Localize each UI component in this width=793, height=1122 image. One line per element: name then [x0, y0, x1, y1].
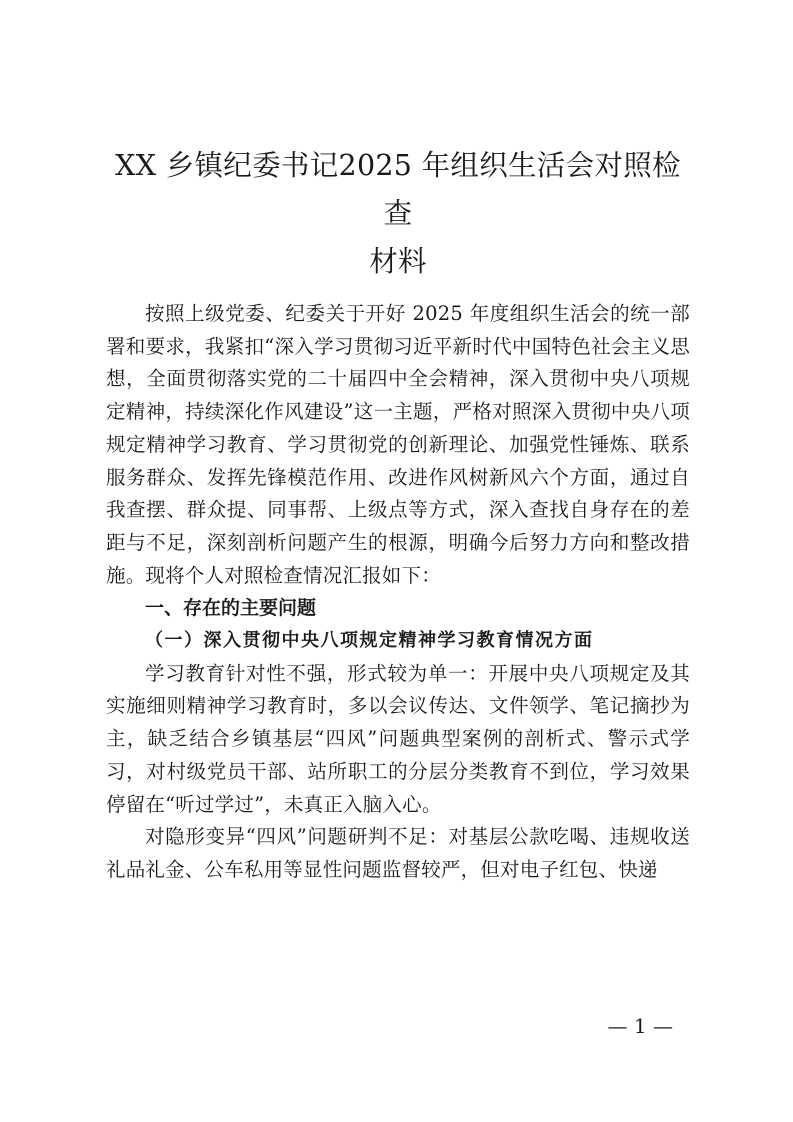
document-body [106, 298, 690, 887]
problem-paragraph-2: 对隐形变异“四风”问题研判不足：对基层公款吃喝、违规收送礼品礼金、公车私用等显性问题监督较严，但对电子红包、快递 [106, 825, 690, 881]
intro-paragraph: 按照上级党委、纪委关于开好 2025 年度组织生活会的统一部署和要求，我紧扣“深入学习贯彻习近平新时代中国特色社会主义思想，全面贯彻落实党的二十届四中全会精神，深入贯彻中央八项规定精神，持续深化作风建设”这一主题，严格对照深入贯彻中央八项规定精神学习教育、学习贯彻党的创新理论、加强党性锤炼、联系服务群众、发挥先锋模范作用、改进作风树新风六个方面，通过自我查摆、群众提、同事帮、上级点等方式，深入查找自身存在的差距与不足，深刻剖析问题产生的根源，明确今后努力方向和整改措施。现将个人对照检查情况汇报如下： [106, 302, 690, 587]
title-line-1: XX 乡镇纪委书记2025 年组织生活会对照检查 [115, 149, 681, 230]
document-page [106, 142, 690, 887]
problem-paragraph-1: 学习教育针对性不强，形式较为单一：开展中央八项规定及其实施细则精神学习教育时，多以会议传达、文件领学、笔记摘抄为主，缺乏结合乡镇基层“四风”问题典型案例的剖析式、警示式学习，对村级党员干部、站所职工的分层分类教育不到位，学习效果停留在“听过学过”，未真正入脑入心。 [106, 661, 690, 816]
section-heading-main-problems: 一、存在的主要问题 [145, 597, 317, 620]
subsection-heading-eight-rules: （一）深入贯彻中央八项规定精神学习教育情况方面 [145, 630, 594, 652]
page-number: — 1 — [607, 1014, 673, 1038]
title-line-2: 材料 [369, 245, 427, 278]
document-title [106, 142, 690, 286]
